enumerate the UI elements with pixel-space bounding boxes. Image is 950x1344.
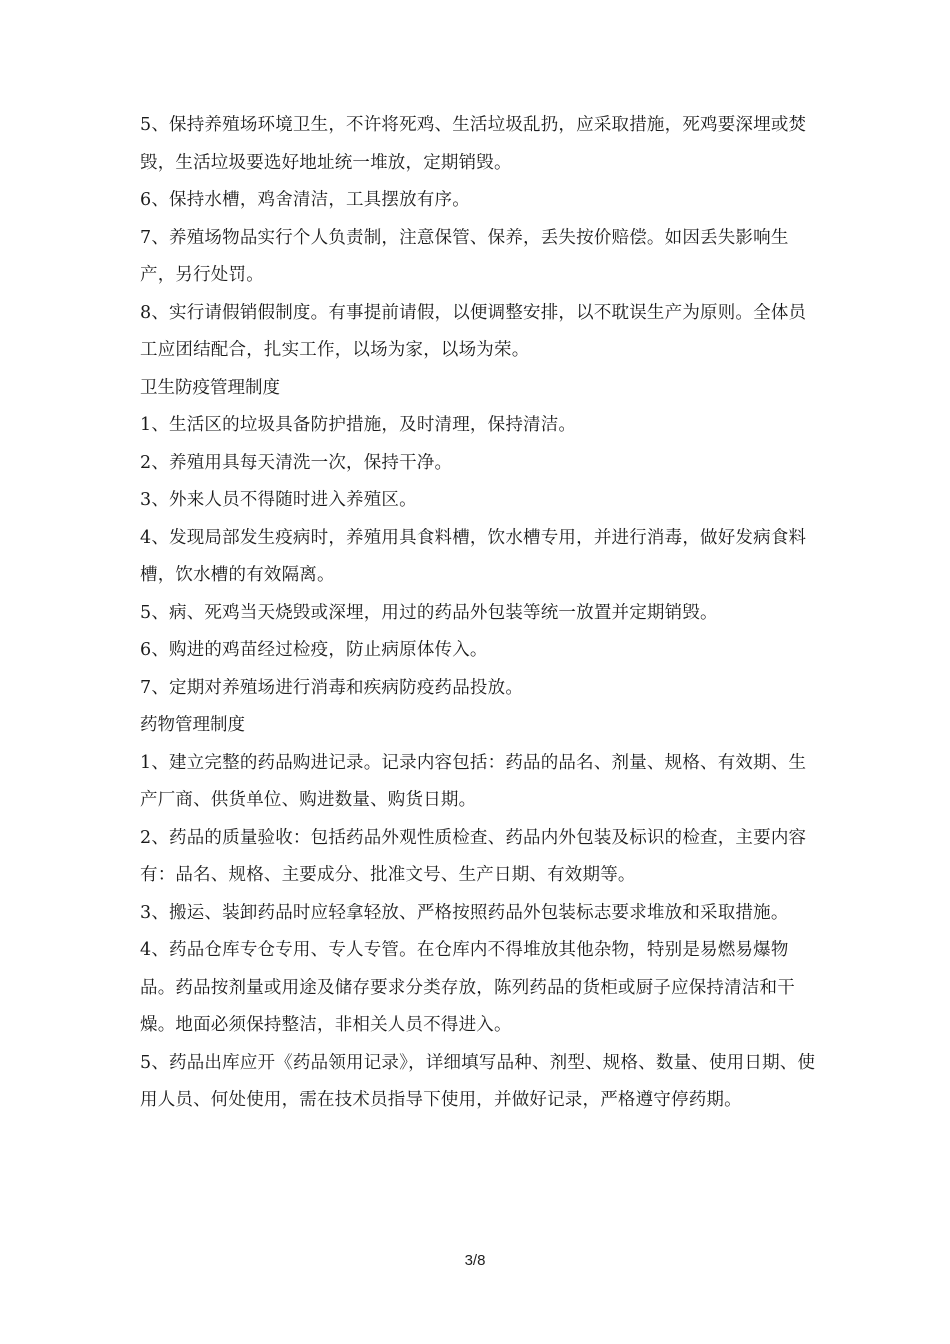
paragraph-drug-5: 5、药品出库应开《药品领用记录》，详细填写品种、剂型、规格、数量、使用日期、使用人员、何处使用，需在技术员指导下使用，并做好记录，严格遵守停药期。 (140, 1052, 816, 1110)
paragraph-epidemic-6: 6、购进的鸡苗经过检疫，防止病原体传入。 (140, 640, 488, 660)
section-heading-drug-management: 药物管理制度 (140, 715, 245, 735)
paragraph-epidemic-7: 7、定期对养殖场进行消毒和疾病防疫药品投放。 (140, 677, 524, 698)
paragraph-hygiene-6: 6、保持水槽，鸡舍清洁，工具摆放有序。 (140, 190, 470, 210)
document-body (140, 107, 820, 1120)
paragraph-hygiene-8: 8、实行请假销假制度。有事提前请假，以便调整安排，以不耽误生产为原则。全体员工应团结配合，扎实工作，以场为家，以场为荣。 (140, 302, 807, 360)
paragraph-drug-2: 2、药品的质量验收：包括药品外观性质检查、药品内外包装及标识的检查，主要内容有：品名、规格、主要成分、批准文号、生产日期、有效期等。 (140, 827, 807, 885)
paragraph-epidemic-3: 3、外来人员不得随时进入养殖区。 (140, 490, 417, 510)
paragraph-hygiene-5: 5、保持养殖场环境卫生，不许将死鸡、生活垃圾乱扔，应采取措施，死鸡要深埋或焚毁，生活垃圾要选好地址统一堆放，定期销毁。 (140, 115, 807, 173)
section-heading-epidemic-prevention: 卫生防疫管理制度 (140, 377, 280, 398)
paragraph-epidemic-1: 1、生活区的垃圾具备防护措施，及时清理，保持清洁。 (140, 415, 577, 435)
paragraph-hygiene-7: 7、养殖场物品实行个人负责制，注意保管、保养，丢失按价赔偿。如因丢失影响生产，另行处罚。 (140, 227, 789, 285)
paragraph-epidemic-5: 5、病、死鸡当天烧毁或深埋，用过的药品外包装等统一放置并定期销毁。 (140, 602, 718, 623)
paragraph-drug-4: 4、药品仓库专仓专用、专人专管。在仓库内不得堆放其他杂物，特别是易燃易爆物品。药品按剂量或用途及储存要求分类存放，陈列药品的货柜或厨子应保持清洁和干燥。地面必须保持整洁，非相关人员不得进入。 (140, 940, 795, 1035)
page-number: 3/8 (464, 1252, 486, 1269)
paragraph-epidemic-4: 4、发现局部发生疫病时，养殖用具食料槽，饮水槽专用，并进行消毒，做好发病食料槽，饮水槽的有效隔离。 (140, 527, 807, 585)
paragraph-epidemic-2: 2、养殖用具每天清洗一次，保持干净。 (140, 452, 453, 473)
paragraph-drug-1: 1、建立完整的药品购进记录。记录内容包括：药品的品名、剂量、规格、有效期、生产厂商、供货单位、购进数量、购货日期。 (140, 752, 807, 810)
paragraph-drug-3: 3、搬运、装卸药品时应轻拿轻放、严格按照药品外包装标志要求堆放和采取措施。 (140, 902, 789, 923)
